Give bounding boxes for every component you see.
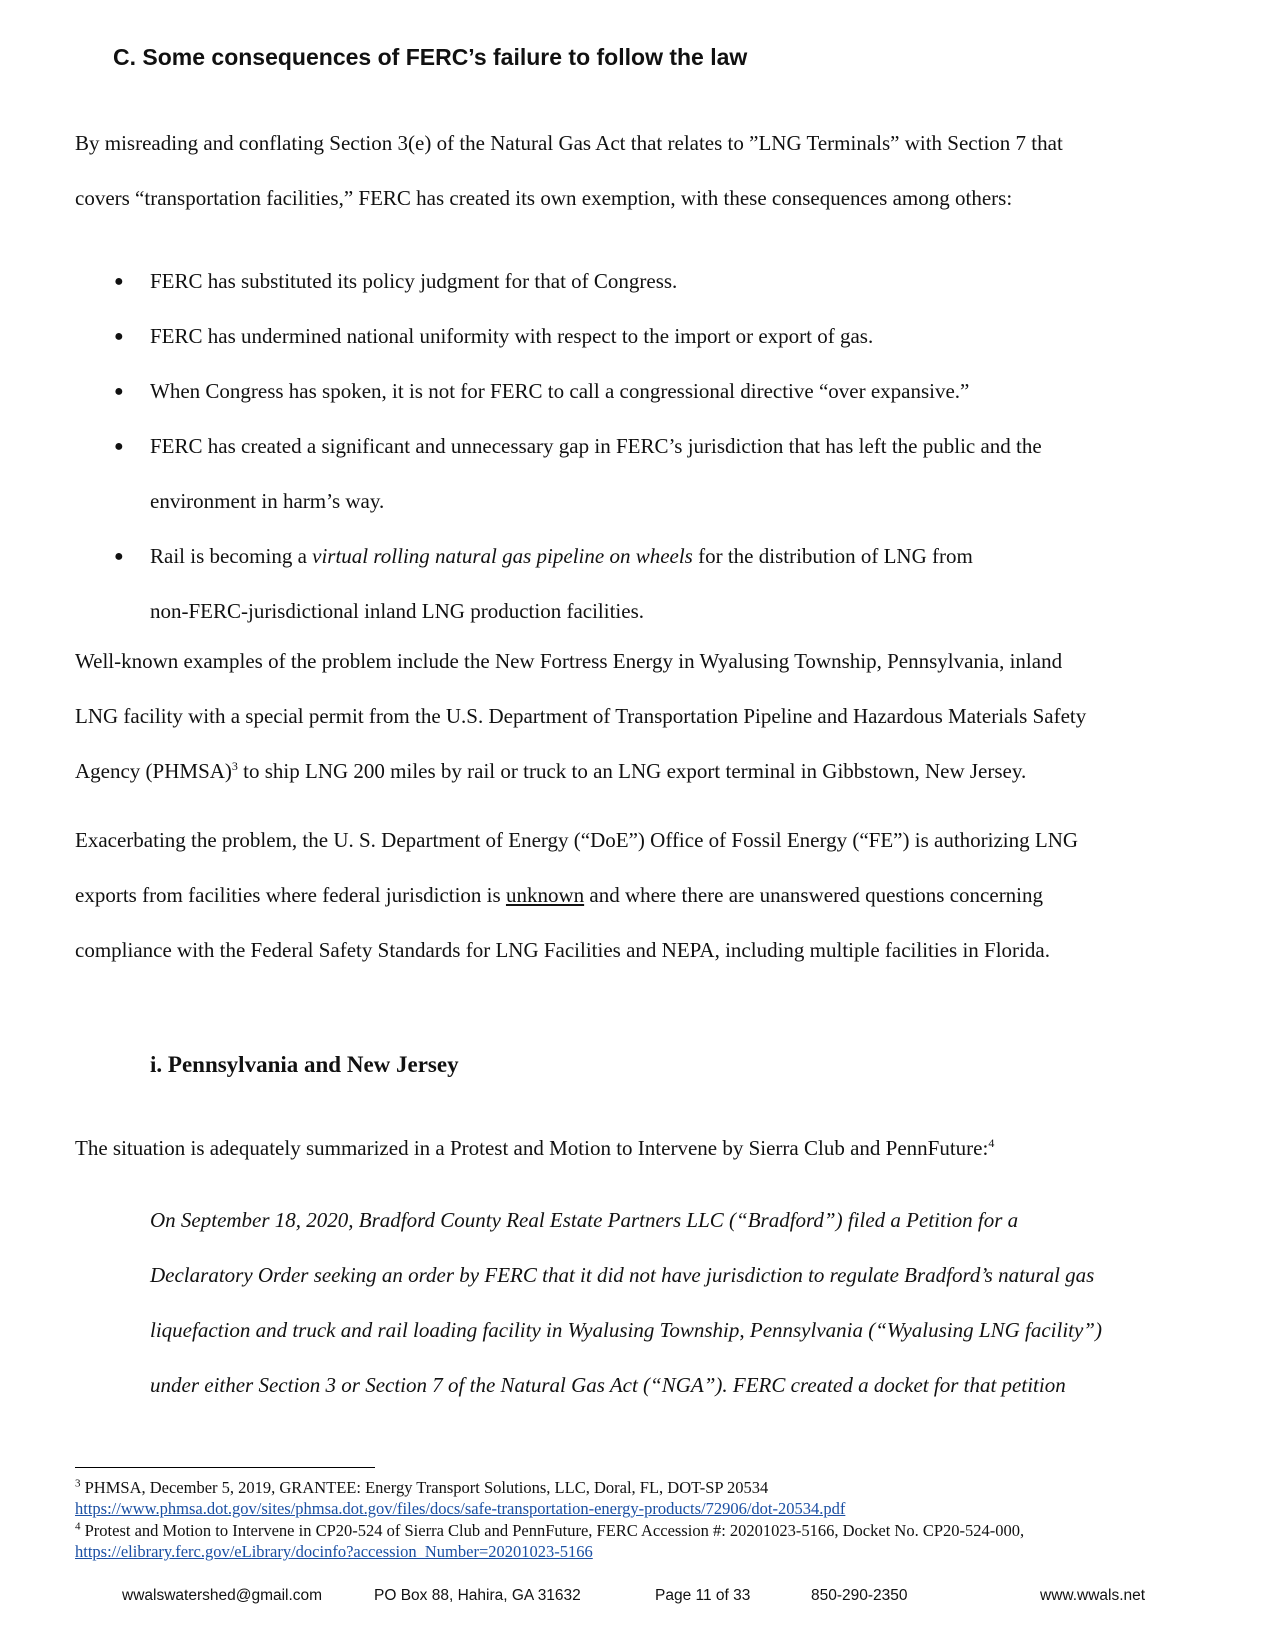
block-quote: On September 18, 2020, Bradford County Real Estate Partners LLC (“Bradford”) filed a Petition for a Declaratory Order seeking an order by FERC that it did not have jurisdiction to regulate Bradford’s natural gas liquefaction and truck and rail loading facility in Wyalusing Township, Pennsylvania (“Wyalusing LNG facility”) under either Section 3 or Section 7 of the Natural Gas Act (“NGA”). FERC created a docket for that petition: [150, 1208, 1102, 1397]
footnote-ref-4[interactable]: 4: [988, 1136, 995, 1150]
list-item: ● When Congress has spoken, it is not for FERC to call a congressional directive “over expansive.”: [110, 364, 1190, 419]
list-item: ● Rail is becoming a virtual rolling natural gas pipeline on wheels for the distribution of LNG from non-FERC-jurisdictional inland LNG production facilities.: [110, 529, 1190, 639]
footer-address: PO Box 88, Hahira, GA 31632: [374, 1587, 581, 1604]
footer-phone: 850-290-2350: [811, 1587, 908, 1604]
consequences-list: [110, 254, 1190, 639]
doe-paragraph: Exacerbating the problem, the U. S. Department of Energy (“DoE”) Office of Fossil Energy (“FE”) is authorizing LNG exports from facilities where federal jurisdiction is unknown and where there are unanswered questions concerning compliance with the Federal Safety Standards for LNG Facilities and NEPA, including multiple facilities in Florida.: [75, 828, 1079, 962]
list-item: ● FERC has created a significant and unnecessary gap in FERC’s jurisdiction that has left the public and the environment in harm’s way.: [110, 419, 1190, 529]
footnote-ref-3[interactable]: 3: [231, 759, 238, 773]
list-item: ● FERC has undermined national uniformity with respect to the import or export of gas.: [110, 309, 1190, 364]
bullet-icon: ●: [114, 548, 124, 565]
intro-line-2: covers “transportation facilities,” FERC has created its own exemption, with these consequences among others:: [75, 186, 1013, 210]
footnote-divider: [75, 1467, 375, 1468]
footnote-4-link[interactable]: https://elibrary.ferc.gov/eLibrary/docinfo?accession_Number=20201023-5166: [75, 1542, 593, 1561]
examples-paragraph: Well-known examples of the problem include the New Fortress Energy in Wyalusing Township, Pennsylvania, inland LNG facility with a special permit from the U.S. Department of Transportation Pipeline and Hazardous Materials Safety Agency (PHMSA)$^3$ to ship LNG 200 miles by rail or truck to an LNG export terminal in Gibbstown, New Jersey.: [75, 649, 1087, 783]
bullet-icon: ●: [114, 328, 124, 345]
list-item: ● FERC has substituted its policy judgment for that of Congress.: [110, 254, 1190, 309]
intro-paragraph: [75, 116, 1205, 226]
intro-line-1: By misreading and conflating Section 3(e) of the Natural Gas Act that relates to ”LNG Terminals” with Section 7 that: [75, 131, 1063, 155]
bullet-icon: ●: [114, 273, 124, 290]
situation-paragraph: The situation is adequately summarized in a Protest and Motion to Intervene by Sierra Club and PennFuture:$^4$: [75, 1136, 995, 1160]
footer-email-link[interactable]: wwalswatershed@gmail.com: [122, 1587, 323, 1604]
footnote-3-link[interactable]: https://www.phmsa.dot.gov/sites/phmsa.dot.gov/files/docs/safe-transportation-energy-products/72906/dot-20534.pdf: [75, 1499, 846, 1518]
footnote-3: $^3$ PHMSA, December 5, 2019, GRANTEE: Energy Transport Solutions, LLC, Doral, FL, DOT-SP 20534 https://www.phmsa.dot.gov/sites/phmsa.dot.gov/files/docs/safe-transportation-energy-products/72906/dot-20534.pdf: [75, 1477, 846, 1518]
subsection-heading: i. Pennsylvania and New Jersey: [150, 1052, 459, 1077]
footer-page-number: Page 11 of 33: [655, 1587, 751, 1604]
section-heading: C. Some consequences of FERC’s failure to follow the law: [113, 44, 748, 70]
bullet-icon: ●: [114, 438, 124, 455]
footnote-4: $^4$ Protest and Motion to Intervene in CP20-524 of Sierra Club and PennFuture, FERC Accession #: 20201023-5166, Docket No. CP20-524-000, https://elibrary.ferc.gov/eLibrary/docinfo?accession_Number=20201023-5166: [75, 1520, 1025, 1561]
footer-website-link[interactable]: www.wwals.net: [1040, 1587, 1146, 1604]
bullet-icon: ●: [114, 383, 124, 400]
